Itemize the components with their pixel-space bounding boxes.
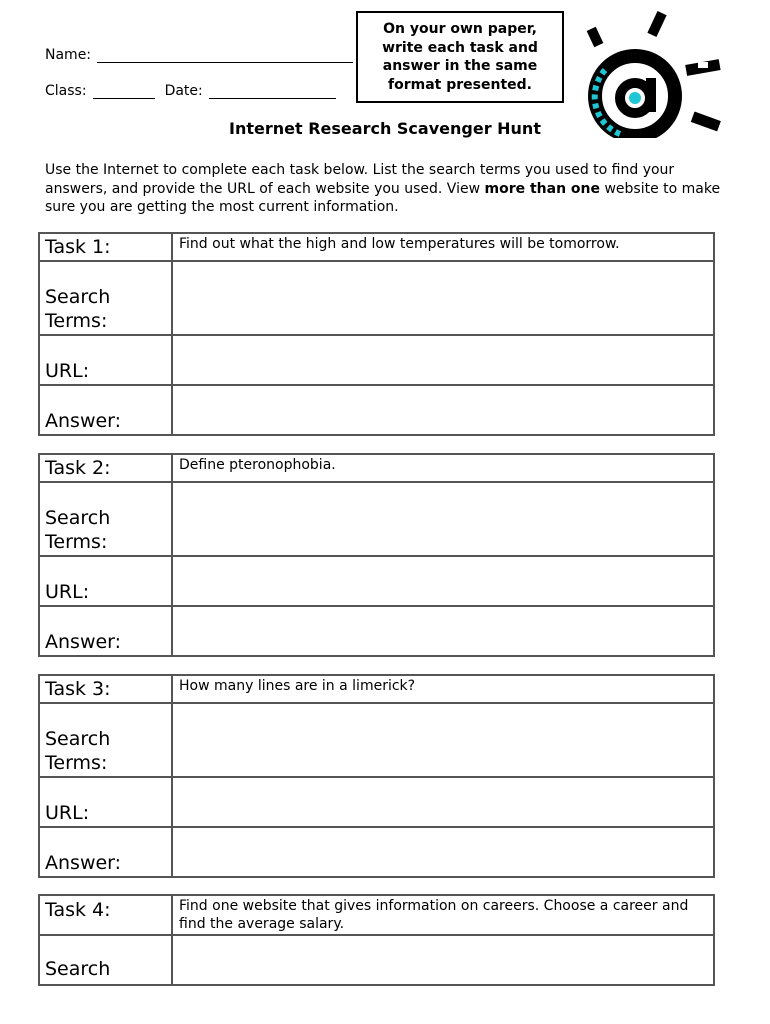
search-label-line: Search — [45, 286, 111, 308]
task-prompt: How many lines are in a limerick? — [172, 675, 714, 703]
at-center — [629, 92, 641, 104]
class-label: Class: — [45, 83, 87, 99]
instruction-line: answer in the same — [382, 58, 538, 74]
terms-label-line: Terms: — [45, 531, 108, 553]
task-prompt: Find out what the high and low temperatures will be tomorrow. — [172, 233, 714, 261]
url-label: URL: — [39, 777, 172, 827]
instruction-line: format presented. — [388, 76, 532, 93]
task-prompt: Define pteronophobia. — [172, 454, 714, 482]
name-line[interactable] — [97, 48, 353, 63]
answer-label: Answer: — [39, 385, 172, 435]
answer-cell[interactable] — [172, 606, 714, 656]
page-title: Internet Research Scavenger Hunt — [229, 119, 541, 138]
name-label: Name: — [45, 47, 92, 63]
instruction-line: write each task and — [382, 39, 538, 56]
instruction-line: On your own paper, — [383, 21, 537, 37]
answer-cell[interactable] — [172, 827, 714, 877]
url-label: URL: — [39, 335, 172, 385]
task-label: Task 1: — [39, 233, 172, 261]
search-terms-cell[interactable] — [172, 261, 714, 335]
name-field — [45, 47, 353, 63]
intro-emphasis: more than one — [484, 180, 600, 197]
search-terms-cell[interactable] — [172, 935, 714, 985]
search-label-line: Search — [45, 507, 111, 529]
url-cell[interactable] — [172, 335, 714, 385]
terms-label-line: Terms: — [45, 310, 108, 332]
task-label: Task 2: — [39, 454, 172, 482]
date-line[interactable] — [209, 84, 336, 99]
answer-label: Answer: — [39, 606, 172, 656]
search-terms-label — [39, 703, 172, 777]
answer-label: Answer: — [39, 827, 172, 877]
class-line[interactable] — [93, 84, 155, 99]
intro-text: Use the Internet to complete each task below. List the search terms you used to find your answers, and provide the URL of each website you used. View — [45, 162, 675, 197]
search-terms-label — [39, 482, 172, 556]
intro-text-end: website to make sure you are getting the most current information. — [45, 180, 721, 215]
task-label: Task 4: — [39, 895, 172, 935]
search-terms-cell[interactable] — [172, 482, 714, 556]
task-table — [38, 232, 715, 436]
date-label: Date: — [164, 83, 203, 99]
url-cell[interactable] — [172, 556, 714, 606]
search-label-line: Search — [45, 728, 111, 750]
url-label: URL: — [39, 556, 172, 606]
instruction-box — [356, 11, 564, 103]
task-table — [38, 894, 715, 986]
intro-paragraph — [45, 161, 735, 217]
ray — [647, 11, 666, 37]
at-stem — [646, 78, 656, 112]
task-table — [38, 674, 715, 878]
ray — [587, 27, 604, 48]
task-prompt: Find one website that gives information on careers. Choose a career and find the average salary. — [172, 895, 714, 935]
terms-label-line: Terms: — [45, 752, 108, 774]
url-cell[interactable] — [172, 777, 714, 827]
answer-cell[interactable] — [172, 385, 714, 435]
search-label-line: Search — [45, 958, 111, 980]
search-terms-label — [39, 261, 172, 335]
search-terms-label — [39, 935, 172, 985]
task-table — [38, 453, 715, 657]
task-label: Task 3: — [39, 675, 172, 703]
ray-highlight — [698, 62, 708, 68]
class-date-field — [45, 83, 336, 99]
search-terms-cell[interactable] — [172, 703, 714, 777]
